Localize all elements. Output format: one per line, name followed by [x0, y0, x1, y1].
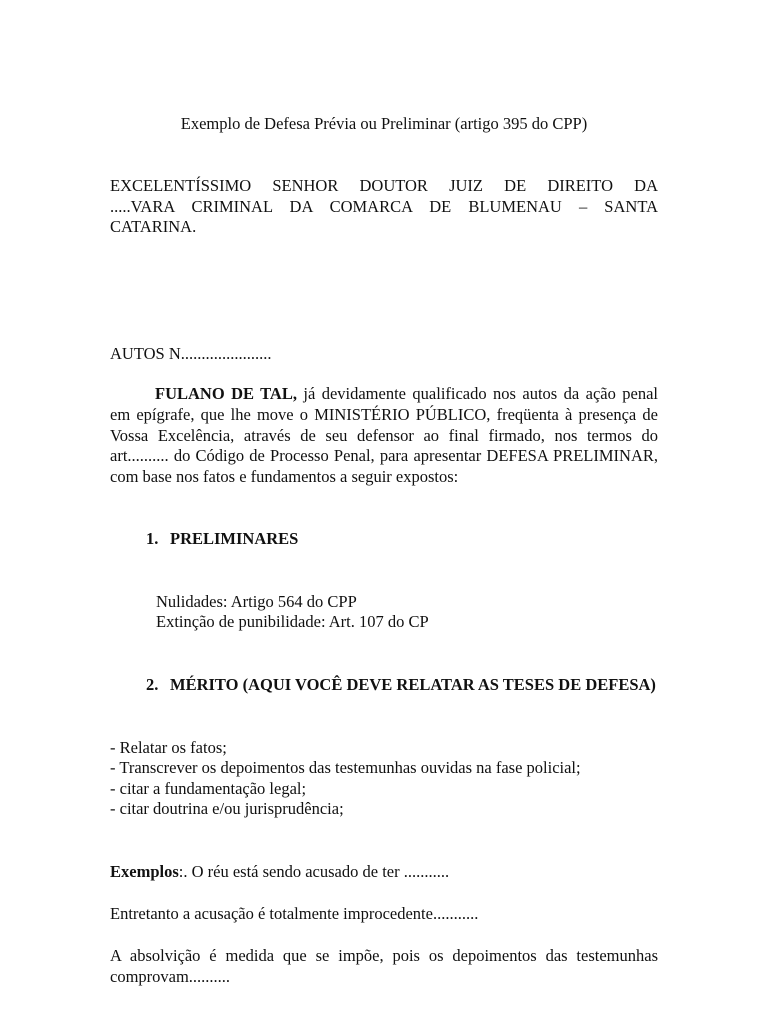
section-number: 2.	[146, 675, 159, 694]
merito-instructions-list	[110, 738, 658, 819]
list-item: - citar a fundamentação legal;	[110, 778, 307, 798]
list-item: - Transcrever os depoimentos das testemunhas ouvidas na fase policial;	[110, 758, 581, 778]
defendant-name: FULANO DE TAL,	[155, 384, 297, 403]
section-number: 1.	[146, 529, 159, 548]
section-heading-merito	[146, 675, 658, 696]
examples-text: :. O réu está sendo acusado de ter ...........	[178, 862, 450, 881]
autos-number: AUTOS N......................	[110, 344, 272, 363]
court-address	[110, 176, 658, 238]
entretanto-paragraph: Entretanto a acusação é totalmente improcedente...........	[110, 904, 479, 923]
preliminar-item: Extinção de punibilidade: Art. 107 do CP	[156, 612, 429, 631]
intro-paragraph	[110, 384, 658, 488]
examples-paragraph	[110, 862, 658, 883]
address-line-2: .....VARA CRIMINAL DA COMARCA DE BLUMENAU – SANTA	[110, 196, 658, 216]
list-item: - citar doutrina e/ou jurisprudência;	[110, 798, 344, 818]
section-label: MÉRITO (AQUI VOCÊ DEVE RELATAR AS TESES DE DEFESA)	[170, 675, 656, 694]
address-line-3: CATARINA.	[110, 217, 197, 236]
list-item: - Relatar os fatos;	[110, 738, 227, 757]
section-label: PRELIMINARES	[170, 529, 299, 548]
examples-label: Exemplos	[110, 862, 179, 881]
document-title: Exemplo de Defesa Prévia ou Preliminar (artigo 395 do CPP)	[180, 114, 588, 133]
section-heading-preliminares	[146, 529, 658, 550]
preliminar-item: Nulidades: Artigo 564 do CPP	[156, 592, 357, 611]
intro-text: já devidamente qualificado nos autos da ação penal em epígrafe, que lhe move o MINISTÉRIO PÚBLICO, freqüenta à presença de Vossa Excelência, através de seu defensor ao final firmado, nos termos do art.......... do Código de Processo Penal, para apresentar DEFESA PRELIMINAR, com base nos fatos e fundamentos a seguir expostos:	[110, 384, 658, 487]
absolvicao-paragraph: A absolvição é medida que se impõe, pois os depoimentos das testemunhas comprovam..........	[110, 946, 658, 986]
address-line-1: EXCELENTÍSSIMO SENHOR DOUTOR JUIZ DE DIREITO DA	[110, 176, 658, 195]
